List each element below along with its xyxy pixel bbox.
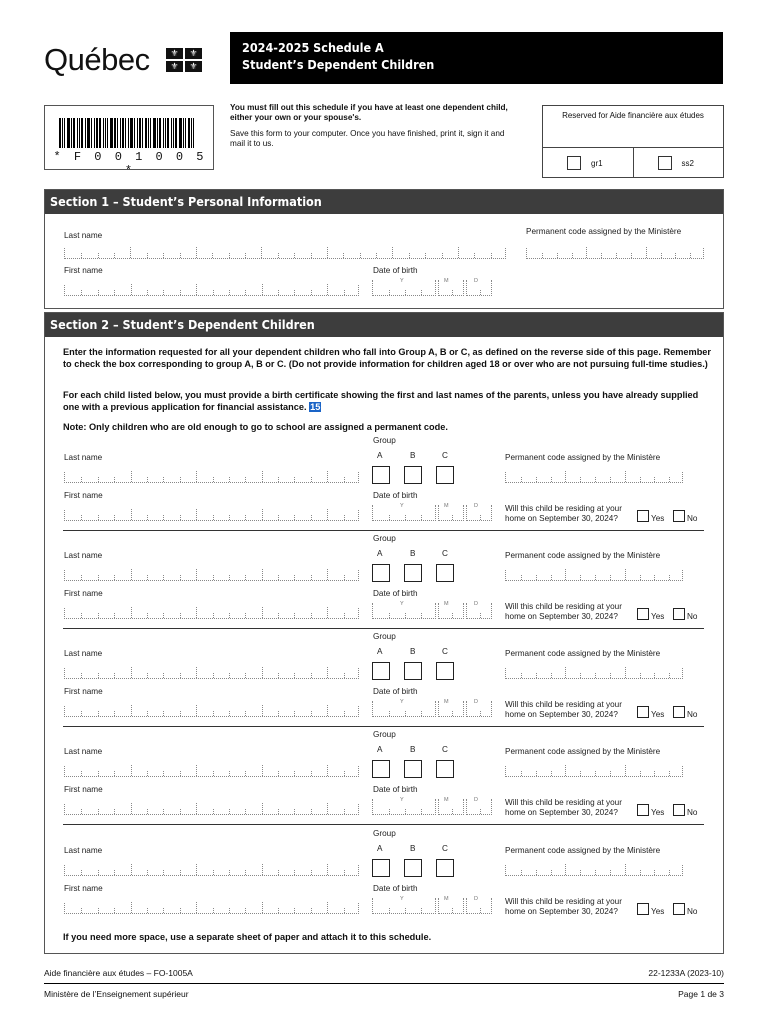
child2-group-b-label: B xyxy=(410,549,416,558)
child3-no-checkbox[interactable] xyxy=(673,706,685,718)
barcode-bar xyxy=(153,118,156,148)
child5-last-name-label: Last name xyxy=(64,846,103,855)
footer-row-2 xyxy=(44,989,724,999)
barcode-bar xyxy=(165,118,166,148)
s1-last-name-label: Last name xyxy=(64,231,103,240)
child4-last-name-label: Last name xyxy=(64,747,103,756)
child3-residing-q1: Will this child be residing at your xyxy=(505,700,622,709)
fleur-de-lis-flag-icon: ⚜ ⚜ ⚜ ⚜ xyxy=(166,48,202,72)
child2-dob-label: Date of birth xyxy=(373,589,418,598)
barcode-bar xyxy=(188,118,190,148)
barcode-bar xyxy=(191,118,192,148)
barcode-icon xyxy=(59,118,199,148)
child1-residing-question xyxy=(505,504,622,523)
form-title-year: 2024-2025 Schedule A xyxy=(242,40,384,55)
child5-group-c-checkbox[interactable] xyxy=(436,859,454,877)
child5-residing-question xyxy=(505,897,622,916)
barcode-bar xyxy=(105,118,106,148)
child4-first-name-field[interactable] xyxy=(64,804,359,815)
barcode-bar xyxy=(157,118,158,148)
quebec-logo: Québec xyxy=(44,42,150,77)
child1-last-name-label: Last name xyxy=(64,453,103,462)
child3-group-b-label: B xyxy=(410,647,416,656)
child1-group-b-checkbox[interactable] xyxy=(404,466,422,484)
child3-no-label: No xyxy=(687,710,698,719)
s1-dob-field[interactable] xyxy=(372,280,492,296)
child3-group-c-checkbox[interactable] xyxy=(436,662,454,680)
date-caption-y: Y xyxy=(400,896,404,902)
child3-group-label: Group xyxy=(373,632,396,641)
child1-residing-q2: home on September 30, 2024? xyxy=(505,513,618,523)
child3-group-a-checkbox[interactable] xyxy=(372,662,390,680)
child3-perm-code-label: Permanent code assigned by the Ministère xyxy=(505,649,661,658)
date-caption-m: M xyxy=(444,797,449,803)
child4-no-label: No xyxy=(687,808,698,817)
s1-first-name-label: First name xyxy=(64,266,103,275)
child4-last-name-field[interactable] xyxy=(64,766,359,777)
barcode-bar xyxy=(94,118,95,148)
barcode-bar xyxy=(171,118,172,148)
date-caption-y: Y xyxy=(400,503,404,509)
child5-dob-label: Date of birth xyxy=(373,884,418,893)
barcode-bar xyxy=(107,118,108,148)
child2-residing-q2: home on September 30, 2024? xyxy=(505,611,618,621)
barcode-bar xyxy=(183,118,184,148)
footer-row-1 xyxy=(44,968,724,978)
date-caption-d: D xyxy=(474,797,478,803)
s2-closing: If you need more space, use a separate sheet of paper and attach it to this schedule. xyxy=(63,932,432,942)
barcode-bar xyxy=(81,118,83,148)
child4-residing-q1: Will this child be residing at your xyxy=(505,798,622,807)
child1-divider xyxy=(63,530,704,531)
child4-group-a-checkbox[interactable] xyxy=(372,760,390,778)
date-caption-d: D xyxy=(474,601,478,607)
barcode-bar xyxy=(122,118,124,148)
s1-first-name-field[interactable] xyxy=(64,285,359,296)
child2-group-c-checkbox[interactable] xyxy=(436,564,454,582)
child5-last-name-field[interactable] xyxy=(64,865,359,876)
barcode-bar xyxy=(96,118,98,148)
barcode-bar xyxy=(159,118,161,148)
child2-residing-q1: Will this child be residing at your xyxy=(505,602,622,611)
intro-normal: Save this form to your computer. Once you have finished, print it, sign it and mail it to us. xyxy=(230,129,505,148)
reserved-box xyxy=(542,105,724,178)
child5-group-a-label: A xyxy=(377,844,383,853)
gr1-checkbox[interactable] xyxy=(567,156,581,170)
child3-divider xyxy=(63,726,704,727)
s1-perm-code-field[interactable] xyxy=(526,248,704,259)
barcode-bar xyxy=(103,118,104,148)
date-caption-m: M xyxy=(444,503,449,509)
child3-yes-checkbox[interactable] xyxy=(637,706,649,718)
child4-residing-q2: home on September 30, 2024? xyxy=(505,807,618,817)
barcode-bar xyxy=(64,118,65,148)
child2-no-checkbox[interactable] xyxy=(673,608,685,620)
child4-group-c-label: C xyxy=(442,745,448,754)
child1-group-label: Group xyxy=(373,436,396,445)
child3-dob-label: Date of birth xyxy=(373,687,418,696)
child4-group-c-checkbox[interactable] xyxy=(436,760,454,778)
child1-group-a-checkbox[interactable] xyxy=(372,466,390,484)
child1-yes-label: Yes xyxy=(651,514,665,523)
barcode-bar xyxy=(99,118,101,148)
child2-first-name-field[interactable] xyxy=(64,608,359,619)
barcode-bar xyxy=(71,118,72,148)
child1-group-a-label: A xyxy=(377,451,383,460)
barcode-bar xyxy=(130,118,133,148)
child5-group-a-checkbox[interactable] xyxy=(372,859,390,877)
section-1-title: Section 1 – Student’s Personal Information xyxy=(45,190,723,214)
footer-page: Page 1 de 3 xyxy=(678,989,724,999)
barcode-bar xyxy=(67,118,70,148)
child2-divider xyxy=(63,628,704,629)
child4-dob-field[interactable] xyxy=(372,799,492,815)
barcode-bar xyxy=(139,118,141,148)
child5-group-b-checkbox[interactable] xyxy=(404,859,422,877)
footer-form-id: Aide financière aux études – FO-1005A xyxy=(44,968,193,978)
s2-birth-cert-text: For each child listed below, you must provide a birth certificate showing the first and last names of the parents, unless you have already supplied one with a previous application for financial assistance. xyxy=(63,390,699,412)
barcode-bar xyxy=(175,118,177,148)
barcode-bar xyxy=(145,118,147,148)
child1-first-name-field[interactable] xyxy=(64,510,359,521)
child1-yes-checkbox[interactable] xyxy=(637,510,649,522)
child4-divider xyxy=(63,824,704,825)
barcode-bar xyxy=(128,118,129,148)
child1-last-name-field[interactable] xyxy=(64,472,359,483)
intro-text xyxy=(230,103,520,149)
date-caption-d: D xyxy=(474,699,478,705)
child5-first-name-label: First name xyxy=(64,884,103,893)
child1-group-b-label: B xyxy=(410,451,416,460)
child4-group-b-label: B xyxy=(410,745,416,754)
child4-perm-code-field[interactable] xyxy=(505,766,683,777)
child3-last-name-label: Last name xyxy=(64,649,103,658)
child2-yes-label: Yes xyxy=(651,612,665,621)
child3-first-name-field[interactable] xyxy=(64,706,359,717)
barcode-bar xyxy=(137,118,138,148)
child2-no-label: No xyxy=(687,612,698,621)
barcode-bar xyxy=(87,118,90,148)
barcode-bar xyxy=(185,118,186,148)
child2-perm-code-label: Permanent code assigned by the Ministère xyxy=(505,551,661,560)
child5-residing-q1: Will this child be residing at your xyxy=(505,897,622,906)
child3-residing-question xyxy=(505,700,622,719)
child4-group-label: Group xyxy=(373,730,396,739)
s2-birth-cert xyxy=(63,390,713,413)
ss2-checkbox[interactable] xyxy=(658,156,672,170)
child4-group-a-label: A xyxy=(377,745,383,754)
barcode-bar xyxy=(179,118,182,148)
s1-dob-label: Date of birth xyxy=(373,266,418,275)
date-caption-d: D xyxy=(474,896,478,902)
child2-first-name-label: First name xyxy=(64,589,103,598)
child2-residing-question xyxy=(505,602,622,621)
child2-yes-checkbox[interactable] xyxy=(637,608,649,620)
date-caption-y: Y xyxy=(400,797,404,803)
footer-code: 22-1233A (2023-10) xyxy=(648,968,724,978)
child1-first-name-label: First name xyxy=(64,491,103,500)
s2-note: Note: Only children who are old enough to go to school are assigned a permanent code. xyxy=(63,422,448,432)
child5-no-checkbox[interactable] xyxy=(673,903,685,915)
child3-residing-q2: home on September 30, 2024? xyxy=(505,709,618,719)
child5-yes-label: Yes xyxy=(651,907,665,916)
child5-group-label: Group xyxy=(373,829,396,838)
child1-perm-code-label: Permanent code assigned by the Ministère xyxy=(505,453,661,462)
section-2-title: Section 2 – Student’s Dependent Children xyxy=(45,313,723,337)
footer-rule xyxy=(44,983,724,984)
barcode-bar xyxy=(120,118,121,148)
child1-no-label: No xyxy=(687,514,698,523)
ss2-label: ss2 xyxy=(681,158,694,168)
date-caption-m: M xyxy=(444,896,449,902)
form-title-name: Student’s Dependent Children xyxy=(242,57,435,72)
s2-instructions: Enter the information requested for all your dependent children who fall into Group A, B or C, as defined on the reverse side of this page. Remember to check the box corresponding to group A, B or C. (Do not provide information for children aged 18 or over who are not pursuing full-time studies.) xyxy=(63,347,711,369)
barcode-bar xyxy=(193,118,194,148)
date-caption-m: M xyxy=(444,601,449,607)
barcode-bar xyxy=(73,118,75,148)
child2-last-name-field[interactable] xyxy=(64,570,359,581)
gr1-label: gr1 xyxy=(591,158,603,168)
barcode-bar xyxy=(62,118,63,148)
child4-group-b-checkbox[interactable] xyxy=(404,760,422,778)
date-caption-m: M xyxy=(444,278,449,284)
barcode-bar xyxy=(77,118,78,148)
child5-group-c-label: C xyxy=(442,844,448,853)
intro-bold: You must fill out this schedule if you have at least one dependent child, either your own or your spouse's. xyxy=(230,103,508,122)
child1-residing-q1: Will this child be residing at your xyxy=(505,504,622,513)
child5-no-label: No xyxy=(687,907,698,916)
date-caption-y: Y xyxy=(400,699,404,705)
child4-no-checkbox[interactable] xyxy=(673,804,685,816)
date-caption-d: D xyxy=(474,278,478,284)
child3-group-c-label: C xyxy=(442,647,448,656)
child3-first-name-label: First name xyxy=(64,687,103,696)
barcode-bar xyxy=(134,118,135,148)
barcode-bar xyxy=(150,118,151,148)
s2-badge: 15 xyxy=(310,401,321,412)
child5-perm-code-label: Permanent code assigned by the Ministère xyxy=(505,846,661,855)
child3-perm-code-field[interactable] xyxy=(505,668,683,679)
barcode-bar xyxy=(114,118,116,148)
child2-group-c-label: C xyxy=(442,549,448,558)
form-title xyxy=(230,32,723,84)
child5-perm-code-field[interactable] xyxy=(505,865,683,876)
date-caption-y: Y xyxy=(400,601,404,607)
barcode-bar xyxy=(142,118,143,148)
child4-yes-label: Yes xyxy=(651,808,665,817)
barcode-bar xyxy=(117,118,118,148)
child1-dob-label: Date of birth xyxy=(373,491,418,500)
child1-dob-field[interactable] xyxy=(372,505,492,521)
child5-first-name-field[interactable] xyxy=(64,903,359,914)
barcode-bar xyxy=(125,118,126,148)
barcode-box xyxy=(44,105,214,178)
date-caption-d: D xyxy=(474,503,478,509)
child2-last-name-label: Last name xyxy=(64,551,103,560)
s1-perm-code-label: Permanent code assigned by the Ministère xyxy=(526,227,682,236)
barcode-bar xyxy=(110,118,113,148)
barcode-bar xyxy=(173,118,174,148)
child4-residing-question xyxy=(505,798,622,817)
child2-dob-field[interactable] xyxy=(372,603,492,619)
date-caption-m: M xyxy=(444,699,449,705)
barcode-bar xyxy=(85,118,86,148)
child5-residing-q2: home on September 30, 2024? xyxy=(505,906,618,916)
child5-dob-field[interactable] xyxy=(372,898,492,914)
child3-group-b-checkbox[interactable] xyxy=(404,662,422,680)
child4-perm-code-label: Permanent code assigned by the Ministère xyxy=(505,747,661,756)
child2-group-label: Group xyxy=(373,534,396,543)
child5-yes-checkbox[interactable] xyxy=(637,903,649,915)
barcode-bar xyxy=(167,118,169,148)
barcode-bar xyxy=(148,118,149,148)
footer-ministry: Ministère de l’Enseignement supérieur xyxy=(44,989,189,999)
barcode-bar xyxy=(91,118,92,148)
child3-dob-field[interactable] xyxy=(372,701,492,717)
child1-no-checkbox[interactable] xyxy=(673,510,685,522)
child4-yes-checkbox[interactable] xyxy=(637,804,649,816)
child3-group-a-label: A xyxy=(377,647,383,656)
child5-group-b-label: B xyxy=(410,844,416,853)
barcode-bar xyxy=(163,118,164,148)
s1-last-name-field[interactable] xyxy=(64,248,506,259)
child3-yes-label: Yes xyxy=(651,710,665,719)
child2-group-a-label: A xyxy=(377,549,383,558)
date-caption-y: Y xyxy=(400,278,404,284)
child4-dob-label: Date of birth xyxy=(373,785,418,794)
child1-perm-code-field[interactable] xyxy=(505,472,683,483)
barcode-bar xyxy=(79,118,80,148)
barcode-bar xyxy=(59,118,61,148)
barcode-text: * F 0 0 1 0 0 5 * xyxy=(53,150,207,178)
child2-group-b-checkbox[interactable] xyxy=(404,564,422,582)
reserved-title: Reserved for Aide financière aux études xyxy=(543,106,723,148)
child2-group-a-checkbox[interactable] xyxy=(372,564,390,582)
child3-last-name-field[interactable] xyxy=(64,668,359,679)
child2-perm-code-field[interactable] xyxy=(505,570,683,581)
child1-group-c-label: C xyxy=(442,451,448,460)
child1-group-c-checkbox[interactable] xyxy=(436,466,454,484)
child4-first-name-label: First name xyxy=(64,785,103,794)
